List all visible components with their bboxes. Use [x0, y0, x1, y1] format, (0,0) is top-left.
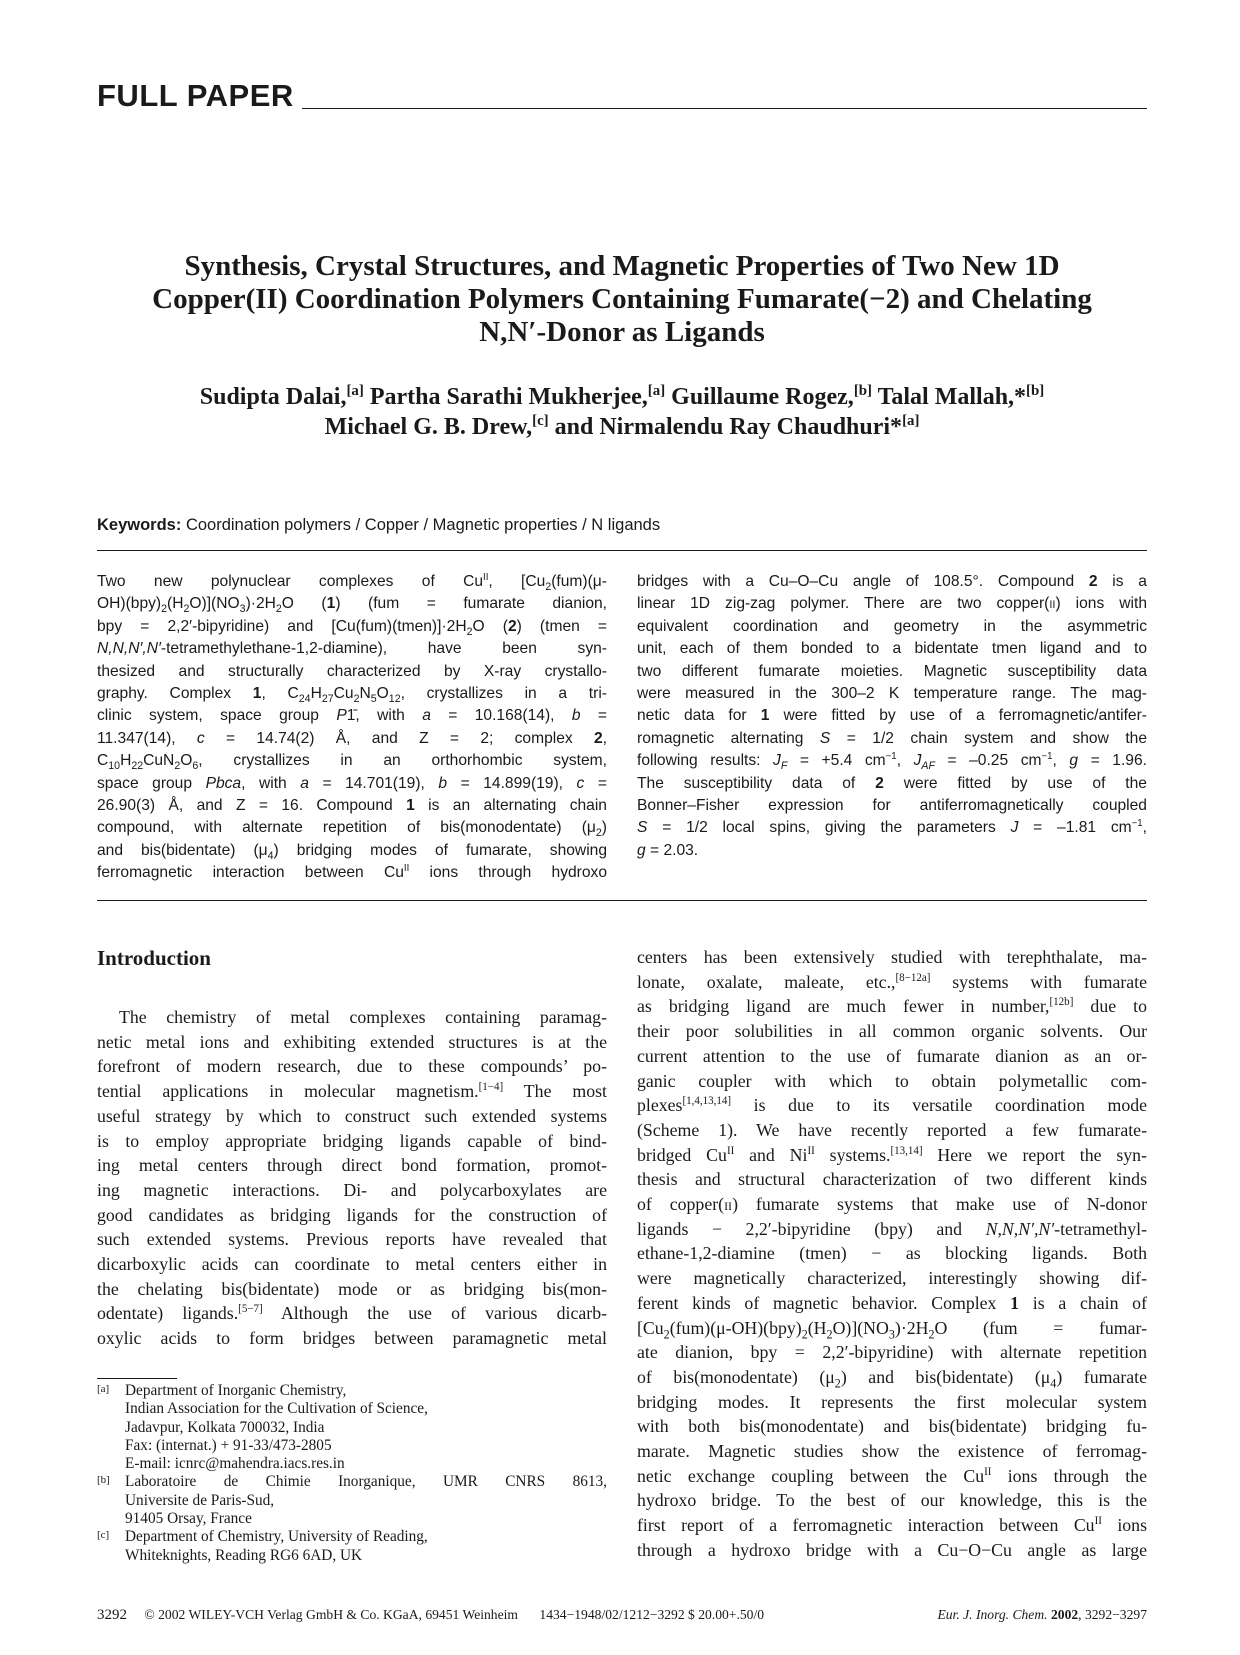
body-line: through a hydroxo bridge with a Cu−O−Cu angle as large — [637, 1539, 1147, 1560]
footnote-line: Department of Chemistry, University of Reading, — [125, 1528, 428, 1546]
body-line: oxylic acids to form bridges between paramagnetic metal — [97, 1328, 607, 1349]
body-line: ligands − 2,2′-bipyridine (bpy) and N,N,N′,N′-tetramethyl- — [637, 1218, 1147, 1239]
footnote-mark: [a] — [97, 1383, 110, 1395]
abstract-line: thesized and structurally characterized by X-ray crystallo- — [97, 662, 607, 680]
footnote-line: Universite de Paris-Sud, — [125, 1491, 275, 1509]
title-line-2b: ) Coordination Polymers Containing Fumarate(−2) and Chelating — [277, 283, 1092, 315]
article-title — [97, 250, 1147, 349]
author-line-1 — [97, 382, 1147, 412]
journal-year: 2002 — [1050, 1607, 1079, 1622]
body-line: hydroxo bridge. To the best of our knowledge, this is the — [637, 1490, 1147, 1511]
affiliation-footnotes — [97, 1382, 607, 1565]
abstract-line: ferromagnetic interaction between $Cu^{II}$ ions through hydroxo — [97, 863, 608, 882]
section-heading: Introduction — [97, 946, 211, 970]
page-header — [97, 78, 1147, 112]
body-line: odentate) ligands.[5−7] Although the use of various dicarb- — [97, 1303, 608, 1324]
abstract-line: graphy. Complex 1, $C_{24}H_{27}Cu_2N_5O_{12}$, crystallizes in a tri- — [97, 685, 607, 706]
body-line: of copper(ii) fumarate systems that make use of N-donor — [637, 1194, 1147, 1215]
body-line: is to employ appropriate bridging ligands capable of bind- — [97, 1130, 607, 1151]
abstract-line: The susceptibility data of 2 were fitted by use of the — [637, 774, 1147, 792]
body-line: The chemistry of metal complexes containing paramag- — [119, 1007, 607, 1027]
author-name: Partha Sarathi Mukherjee, — [363, 384, 648, 410]
author-name: Michael G. B. Drew, — [324, 414, 533, 440]
journal-citation — [937, 1607, 1147, 1623]
author-affiliation: [a] — [647, 383, 666, 399]
abstract-line: $C_{10}H_{22}CuN_2O_6$, crystallizes in an orthorhombic system, — [97, 752, 607, 773]
body-line: $[Cu_2(fum)(\mu-OH)(bpy)_2(H_2O)](NO_3)\cdot 2H_2O$ (fum = fumar- — [637, 1317, 1147, 1342]
journal-pages: , 3292−3297 — [1078, 1607, 1147, 1622]
body-line: ferent kinds of magnetic behavior. Complex 1 is a chain of — [637, 1292, 1147, 1313]
body-line: their poor solubilities in all common organic solvents. Our — [637, 1021, 1147, 1042]
issn-line: 1434−1948/02/1212−3292 $ 20.00+.50/0 — [539, 1607, 765, 1622]
abstract-line: $OH)(bpy)_2(H_2O)](NO_3)\cdot 2H_2O$ (1) (fum = fumarate dianion, — [97, 595, 608, 616]
footnote-email[interactable]: E-mail: icnrc@mahendra.iacs.res.in — [125, 1455, 345, 1473]
title-line-1: Synthesis, Crystal Structures, and Magnetic Properties of Two New 1D — [184, 250, 1060, 282]
footnote-b — [97, 1473, 607, 1528]
abstract-rule — [97, 900, 1147, 901]
author-line-2 — [97, 412, 1147, 442]
abstract-line: S = 1/2 local spins, giving the parameters J = –1.81 $cm^{-1}$, — [637, 818, 1147, 837]
intro-left-column — [97, 1005, 607, 1351]
footnote-line: Whiteknights, Reading RG6 6AD, UK — [125, 1546, 363, 1564]
page-footer — [97, 1607, 1147, 1624]
abstract-line: g = 2.03. — [637, 841, 699, 859]
abstract-line: equivalent coordination and geometry in the asymmetric — [637, 617, 1147, 635]
author-affiliation: [a] — [346, 383, 364, 399]
abstract-line: romagnetic alternating S = 1/2 chain system and show the — [637, 729, 1147, 747]
body-line: ing metal centers through direct bond formation, promot- — [97, 1155, 607, 1176]
body-line: lonate, oxalate, maleate, etc.,[8−12a] systems with fumarate — [637, 971, 1147, 992]
author-affiliation: [b] — [1026, 383, 1045, 399]
author-name: and Nirmalendu Ray Chaudhuri* — [548, 414, 903, 440]
abstract-line: compound, with alternate repetition of bis(monodentate) $(\mu_2)$ — [97, 819, 607, 840]
page-number: 3292 — [97, 1607, 127, 1623]
author-affiliation: [b] — [853, 383, 872, 399]
footnote-rule — [97, 1378, 177, 1379]
body-line: as bridging ligand are much fewer in number,[12b] due to — [637, 996, 1147, 1017]
footnote-line: Fax: (internat.) + 91-33/473-2805 — [125, 1436, 332, 1454]
intro-right-column — [637, 945, 1147, 1563]
abstract-line: and bis(bidentate) $(\mu_4)$ bridging modes of fumarate, showing — [97, 841, 608, 862]
abstract-line: N,N,N′,N′-tetramethylethane-1,2-diamine), have been syn- — [97, 640, 607, 658]
body-line: marate. Magnetic studies show the existence of ferromag- — [637, 1441, 1147, 1462]
footnote-line: Jadavpur, Kolkata 700032, India — [125, 1418, 325, 1436]
body-line: good candidates as bridging ligands for the construction of — [97, 1204, 607, 1225]
body-line: of bis(monodentate) $(\mu_2)$ and bis(bidentate) $(\mu_4)$ fumarate — [637, 1366, 1147, 1391]
body-line: bridged $Cu^{II}$ and $Ni^{II}$ systems.[13,14] Here we report the syn- — [637, 1144, 1147, 1165]
abstract-line: following results: $J_F = +5.4$ $cm^{-1}$, $J_{AF} = -0.25$ $cm^{-1}$, g = 1.96. — [637, 751, 1147, 773]
journal-name: Eur. J. Inorg. Chem. — [937, 1607, 1048, 1622]
body-line: forefront of modern research, due to these compounds’ po- — [97, 1056, 607, 1077]
body-line: current attention to the use of fumarate dianion as an or- — [637, 1045, 1147, 1066]
abstract-line: were measured in the 300–2 K temperature range. The mag- — [637, 685, 1147, 703]
body-line: dicarboxylic acids can coordinate to metal centers either in — [97, 1254, 607, 1275]
keywords-label: Keywords: — [97, 516, 182, 534]
abstract-line: Bonner–Fisher expression for antiferromagnetically coupled — [637, 797, 1147, 815]
footnote-a — [97, 1382, 607, 1473]
footnote-c — [97, 1528, 607, 1565]
body-line: with both bis(monodentate) and bis(bidentate) bridging fu- — [637, 1416, 1147, 1437]
body-line: were magnetically characterized, interestingly showing dif- — [637, 1268, 1147, 1289]
body-line: netic exchange coupling between the $Cu^{II}$ ions through the — [637, 1465, 1147, 1486]
abstract-line: linear 1D zig-zag polymer. There are two copper(ii) ions with — [637, 595, 1147, 613]
abstract-right-column — [637, 571, 1147, 862]
footnote-line: Department of Inorganic Chemistry, — [125, 1382, 347, 1399]
title-line-3: N,N′-Donor as Ligands — [479, 316, 765, 348]
body-line: netic metal ions and exhibiting extended structures is at the — [97, 1031, 607, 1052]
abstract-line: Two new polynuclear complexes of $Cu^{II}$, [$Cu_2(fum)(\mu-$ — [97, 571, 607, 594]
body-line: ate dianion, bpy = 2,2′-bipyridine) with alternate repetition — [637, 1342, 1147, 1363]
author-name: Talal Mallah,* — [872, 384, 1027, 410]
body-line: ing magnetic interactions. Di- and polycarboxylates are — [97, 1179, 607, 1200]
abstract-line: bpy = 2,2′-bipyridine) and $[Cu(fum)(tmen)]\cdot 2H_2O$ (2) (tmen = — [97, 617, 607, 638]
abstract-line: two different fumarate moieties. Magnetic susceptibility data — [637, 662, 1147, 680]
body-line: ethane-1,2-diamine (tmen) − as blocking ligands. Both — [637, 1243, 1147, 1264]
body-line: (Scheme 1). We have recently reported a few fumarate- — [637, 1119, 1147, 1140]
body-line: ganic coupler with which to obtain polymetallic com- — [637, 1070, 1147, 1091]
publisher-line: © 2002 WILEY-VCH Verlag GmbH & Co. KGaA, 69451 Weinheim — [144, 1607, 518, 1622]
body-line: the chelating bis(bidentate) mode or as bridging bis(mon- — [97, 1278, 607, 1299]
footnote-mark: [b] — [97, 1474, 110, 1487]
oxidation-state: II — [255, 283, 278, 315]
body-line: plexes[1,4,13,14] is due to its versatile coordination mode — [637, 1095, 1147, 1116]
body-line: thesis and structural characterization of two different kinds — [637, 1169, 1147, 1190]
keywords — [97, 516, 1147, 535]
body-line: centers has been extensively studied with terephthalate, ma- — [637, 947, 1147, 967]
body-line: bridging modes. It represents the first molecular system — [637, 1391, 1147, 1412]
author-affiliation: [a] — [902, 413, 920, 429]
keywords-rule — [97, 550, 1147, 551]
author-name: Sudipta Dalai, — [199, 384, 347, 410]
author-list — [97, 382, 1147, 442]
abstract-line: bridges with a Cu–O–Cu angle of 108.5°. Compound 2 is a — [637, 573, 1147, 590]
body-line: useful strategy by which to construct such extended systems — [97, 1105, 607, 1126]
title-line-2 — [97, 283, 1147, 316]
header-rule — [302, 108, 1147, 109]
abstract-left-column — [97, 571, 607, 885]
body-line: first report of a ferromagnetic interaction between $Cu^{II}$ ions — [637, 1515, 1147, 1536]
footnote-mark: [c] — [97, 1529, 110, 1542]
abstract-line: space group Pbca, with a = 14.701(19), b = 14.899(19), c = — [97, 774, 607, 792]
keywords-text: Coordination polymers / Copper / Magnetic properties / N ligands — [181, 516, 661, 534]
author-affiliation: [c] — [532, 413, 549, 429]
abstract-line: unit, each of them bonded to a bidentate tmen ligand and to — [637, 640, 1147, 658]
footnote-line: Indian Association for the Cultivation of Science, — [125, 1400, 428, 1418]
abstract-line: netic data for 1 were fitted by use of a ferromagnetic/antifer- — [637, 707, 1147, 725]
title-line-2a: Copper( — [152, 283, 256, 315]
footnote-line: Laboratoire de Chimie Inorganique, UMR CNRS 8613, — [125, 1473, 607, 1491]
body-line: tential applications in molecular magnetism.[1−4] The most — [97, 1081, 607, 1102]
abstract-line: 26.90(3) Å, and Z = 16. Compound 1 is an alternating chain — [97, 797, 607, 815]
author-name: Guillaume Rogez, — [665, 384, 854, 410]
footnote-line: 91405 Orsay, France — [125, 1510, 252, 1528]
section-type-label: FULL PAPER — [97, 78, 294, 113]
abstract-line: clinic system, space group P1̄, with a = 10.168(14), b = — [97, 707, 607, 725]
body-line: such extended systems. Previous reports have revealed that — [97, 1229, 607, 1250]
abstract-line: 11.347(14), c = 14.74(2) Å, and Z = 2; complex 2, — [97, 729, 608, 747]
